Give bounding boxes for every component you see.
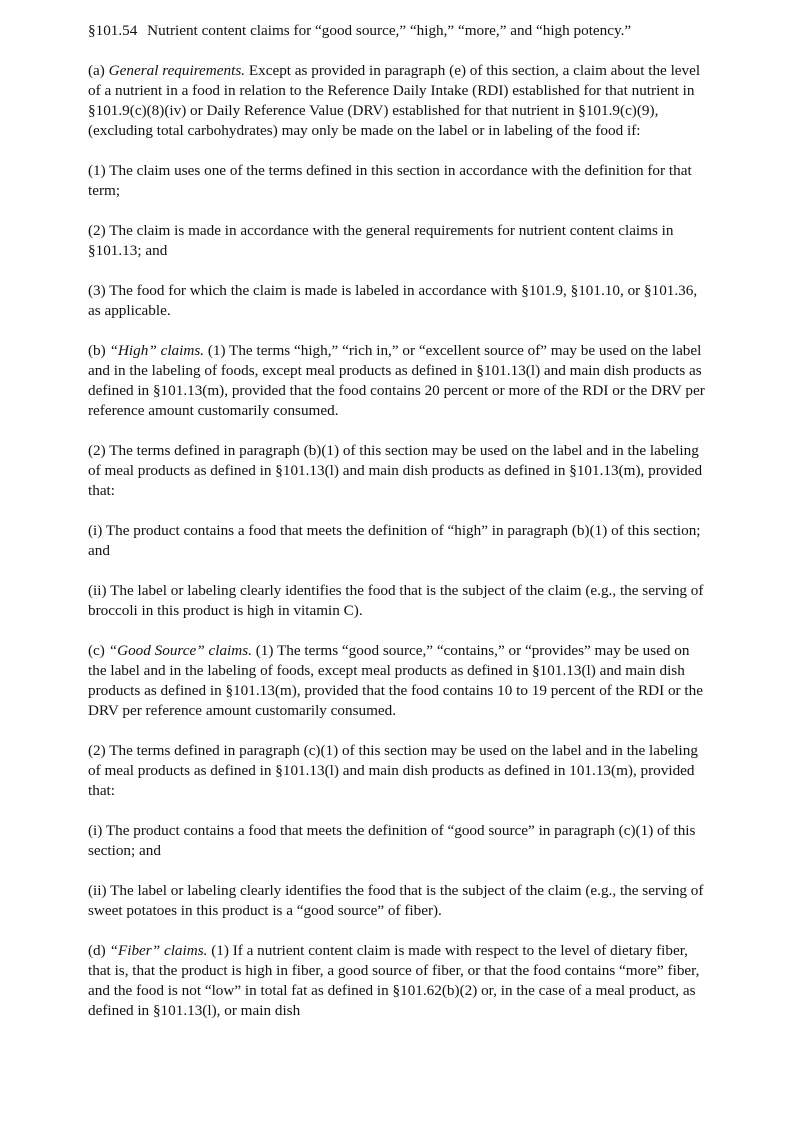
paragraph-c-2: (2) The terms defined in paragraph (c)(1) of this section may be used on the label and in the labeling of meal products as defined in §101.13(l) and main dish products as defined in 101.13(m), provided that: <box>88 742 698 799</box>
paragraph-a-2: (2) The claim is made in accordance with the general requirements for nutrient content claims in §101.13; and <box>88 222 674 259</box>
section-number: §101.54 <box>88 22 138 39</box>
paragraph-b-2: (2) The terms defined in paragraph (b)(1) of this section may be used on the label and in the labeling of meal products as defined in §101.13(l) and main dish products as defined in §101.13(m), provided that: <box>88 442 703 499</box>
paragraph-text: (1) The terms “high,” “rich in,” or “excellent source of” may be used on the label and in the labeling of foods, except meal products as defined in §101.13(l) and main dish products as defined in §101.13(m), provided that the food contains 20 percent or more of the RDI or the DRV per reference amount customarily consumed. <box>88 342 705 419</box>
paragraph-c-2-ii: (ii) The label or labeling clearly identifies the food that is the subject of the claim (e.g., the serving of sweet potatoes in this product is a “good source” of fiber). <box>88 882 704 919</box>
paragraph-a-3: (3) The food for which the claim is made is labeled in accordance with §101.9, §101.10, or §101.36, as applicable. <box>88 282 698 319</box>
paragraph-heading: General requirements. <box>108 62 246 79</box>
paragraph-b <box>88 341 708 421</box>
paragraph-d <box>88 941 708 1021</box>
section-title: Nutrient content claims for “good source,” “high,” “more,” and “high potency.” <box>147 22 632 39</box>
paragraph-heading: “Good Source” claims. <box>108 642 252 659</box>
paragraph-b-2-i: (i) The product contains a food that meets the definition of “high” in paragraph (b)(1) of this section; and <box>88 522 701 559</box>
paragraph-a <box>88 61 708 141</box>
paragraph-b-2-ii: (ii) The label or labeling clearly identifies the food that is the subject of the claim (e.g., the serving of broccoli in this product is high in vitamin C). <box>88 582 704 619</box>
paragraph-c-2-i: (i) The product contains a food that meets the definition of “good source” in paragraph (c)(1) of this section; and <box>88 822 696 859</box>
paragraph-heading: “Fiber” claims. <box>109 942 208 959</box>
paragraph-label: (d) <box>88 942 106 959</box>
paragraph-text: (1) If a nutrient content claim is made with respect to the level of dietary fiber, that is, that the product is high in fiber, a good source of fiber, or that the food contains “more” fiber, and the food is not “low” in total fat as defined in §101.62(b)(2) or, in the case of a meal product, as defined in §101.13(l), or main dish <box>88 942 700 1019</box>
document-page <box>88 21 708 1041</box>
paragraph-label: (c) <box>88 642 105 659</box>
paragraph-heading: “High” claims. <box>109 342 205 359</box>
paragraph-label: (b) <box>88 342 106 359</box>
paragraph-label: (a) <box>88 62 105 79</box>
paragraph-text: (1) The terms “good source,” “contains,” or “provides” may be used on the label and in the labeling of foods, except meal products as defined in §101.13(l) and main dish products as defined in §101.13(m), provided that the food contains 10 to 19 percent of the RDI or the DRV per reference amount customarily consumed. <box>88 642 703 719</box>
paragraph-c <box>88 641 708 721</box>
paragraph-a-1: (1) The claim uses one of the terms defined in this section in accordance with the definition for that term; <box>88 162 692 199</box>
section-header <box>88 21 708 41</box>
paragraph-text: Except as provided in paragraph (e) of this section, a claim about the level of a nutrient in a food in relation to the Reference Daily Intake (RDI) established for that nutrient in §101.9(c)(8)(iv) or Daily Reference Value (DRV) established for that nutrient in §101.9(c)(9), (excluding total carbohydrates) may only be made on the label or in labeling of the food if: <box>88 62 701 139</box>
